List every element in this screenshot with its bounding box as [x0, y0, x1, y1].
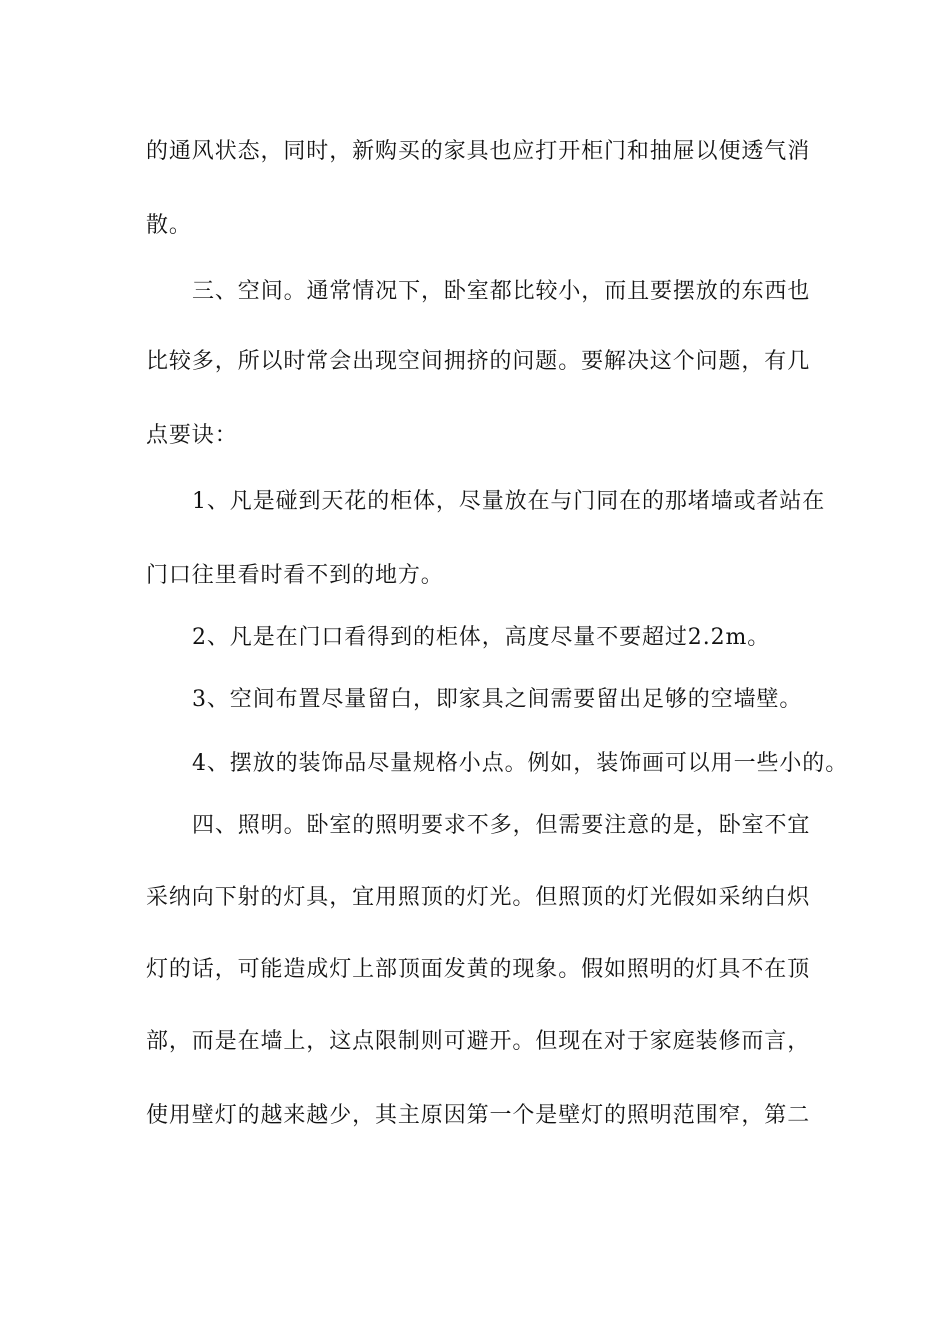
paragraph-line: 使用壁灯的越来越少，其主原因第一个是壁灯的照明范围窄，第二 [146, 1103, 811, 1128]
list-item-2: 2、凡是在门口看得到的柜体，高度尽量不要超过2.2m。 [192, 625, 771, 650]
paragraph-line: 点要诀： [146, 423, 238, 448]
paragraph-line: 灯的话，可能造成灯上部顶面发黄的现象。假如照明的灯具不在顶 [146, 957, 811, 982]
paragraph-line: 采纳向下射的灯具，宜用照顶的灯光。但照顶的灯光假如采纳白炽 [146, 885, 811, 910]
paragraph-line: 的通风状态，同时，新购买的家具也应打开柜门和抽屉以便透气消 [146, 139, 811, 164]
section-heading-lighting: 四、照明。卧室的照明要求不多，但需要注意的是，卧室不宜 [192, 813, 811, 838]
list-item-3: 3、空间布置尽量留白，即家具之间需要留出足够的空墙壁。 [192, 687, 803, 712]
list-item-4: 4、摆放的装饰品尽量规格小点。例如，装饰画可以用一些小的。 [192, 751, 849, 776]
paragraph-line: 门口往里看时看不到的地方。 [146, 563, 444, 588]
section-heading-space: 三、空间。通常情况下，卧室都比较小，而且要摆放的东西也 [192, 279, 811, 304]
paragraph-line: 散。 [146, 213, 192, 238]
paragraph-line: 比较多，所以时常会出现空间拥挤的问题。要解决这个问题，有几 [146, 349, 811, 374]
paragraph-line: 部，而是在墙上，这点限制则可避开。但现在对于家庭装修而言， [146, 1029, 811, 1054]
list-item-1: 1、凡是碰到天花的柜体，尽量放在与门同在的那堵墙或者站在 [192, 489, 826, 514]
